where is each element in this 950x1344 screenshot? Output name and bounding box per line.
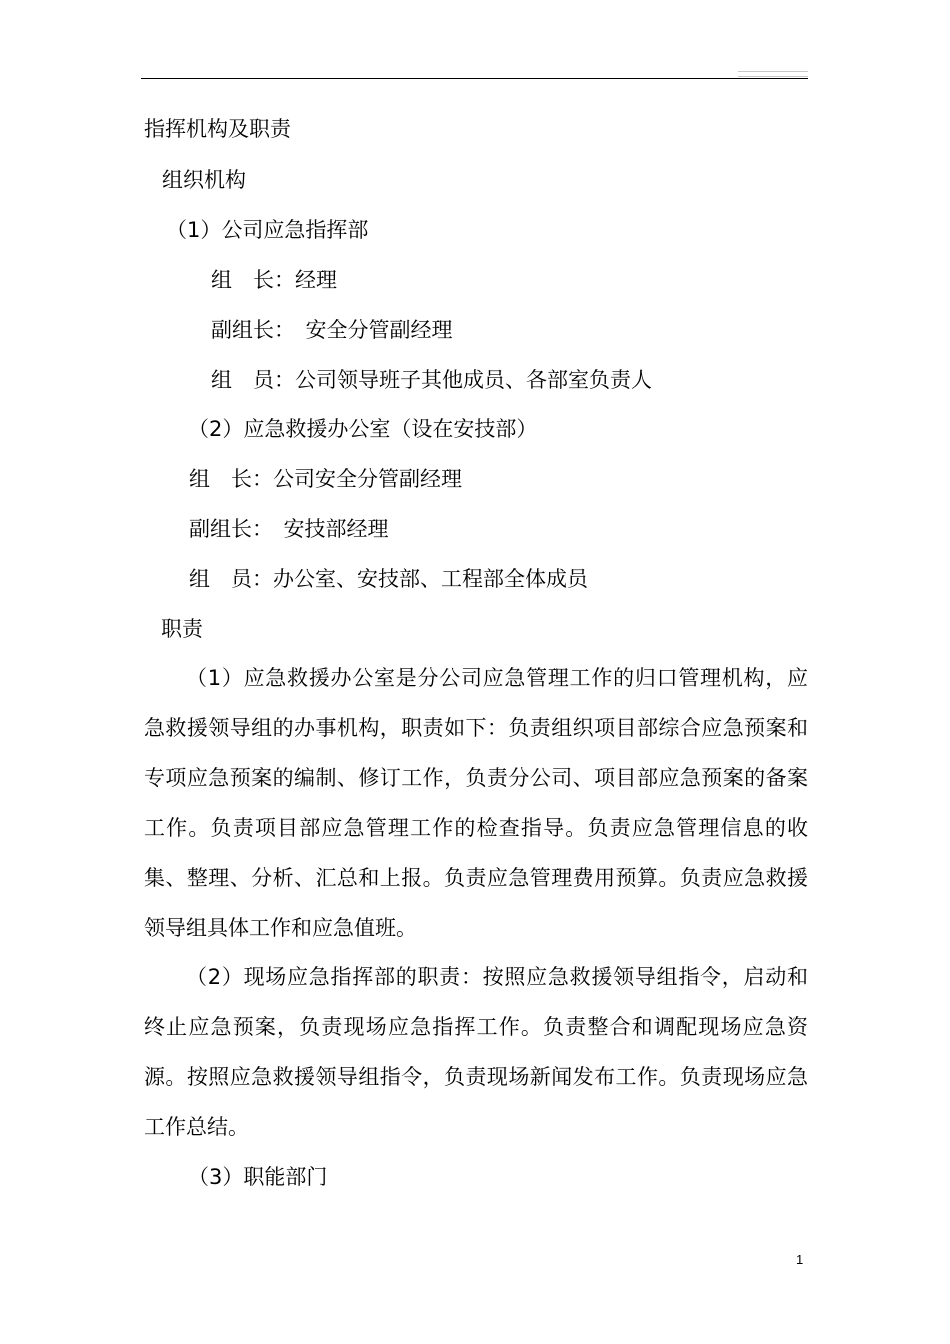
duty-paragraph-1: （1）应急救援办公室是分公司应急管理工作的归口管理机构，应急救援领导组的办事机构，职责如下：负责组织项目部综合应急预案和专项应急预案的编制、修订工作，负责分公司、项目部应急预案的备案工作。负责项目部应急管理工作的检查指导。负责应急管理信息的收集、整理、分析、汇总和上报。负责应急管理费用预算。负责应急救援领导组具体工作和应急值班。 (144, 666, 808, 940)
hq-members: 组 员：公司领导班子其他成员、各部室负责人 (211, 368, 652, 392)
section-title-duties: 职责 (161, 617, 203, 641)
office-members: 组 员：办公室、安技部、工程部全体成员 (189, 567, 588, 591)
duty-paragraph-2: （2）现场应急指挥部的职责：按照应急救援领导组指令，启动和终止应急预案，负责现场应急指挥工作。负责整合和调配现场应急资源。按照应急救援领导组指令，负责现场新闻发布工作。负责现场应急工作总结。 (144, 965, 808, 1139)
office-leader: 组 长：公司安全分管副经理 (189, 467, 462, 491)
header-rule (141, 78, 808, 79)
office-title: （2）应急救援办公室（设在安技部） (188, 417, 538, 441)
document-heading: 指挥机构及职责 (144, 117, 291, 141)
section-title-organization: 组织机构 (162, 168, 246, 192)
hq-title: （1）公司应急指挥部 (166, 218, 369, 242)
duty-item-3: （3）职能部门 (188, 1165, 328, 1189)
hq-leader: 组 长：经理 (211, 268, 337, 292)
office-deputy: 副组长： 安技部经理 (189, 517, 389, 541)
page-number: 1 (796, 1252, 804, 1267)
header-decoration (738, 71, 808, 77)
hq-deputy: 副组长： 安全分管副经理 (211, 318, 453, 342)
